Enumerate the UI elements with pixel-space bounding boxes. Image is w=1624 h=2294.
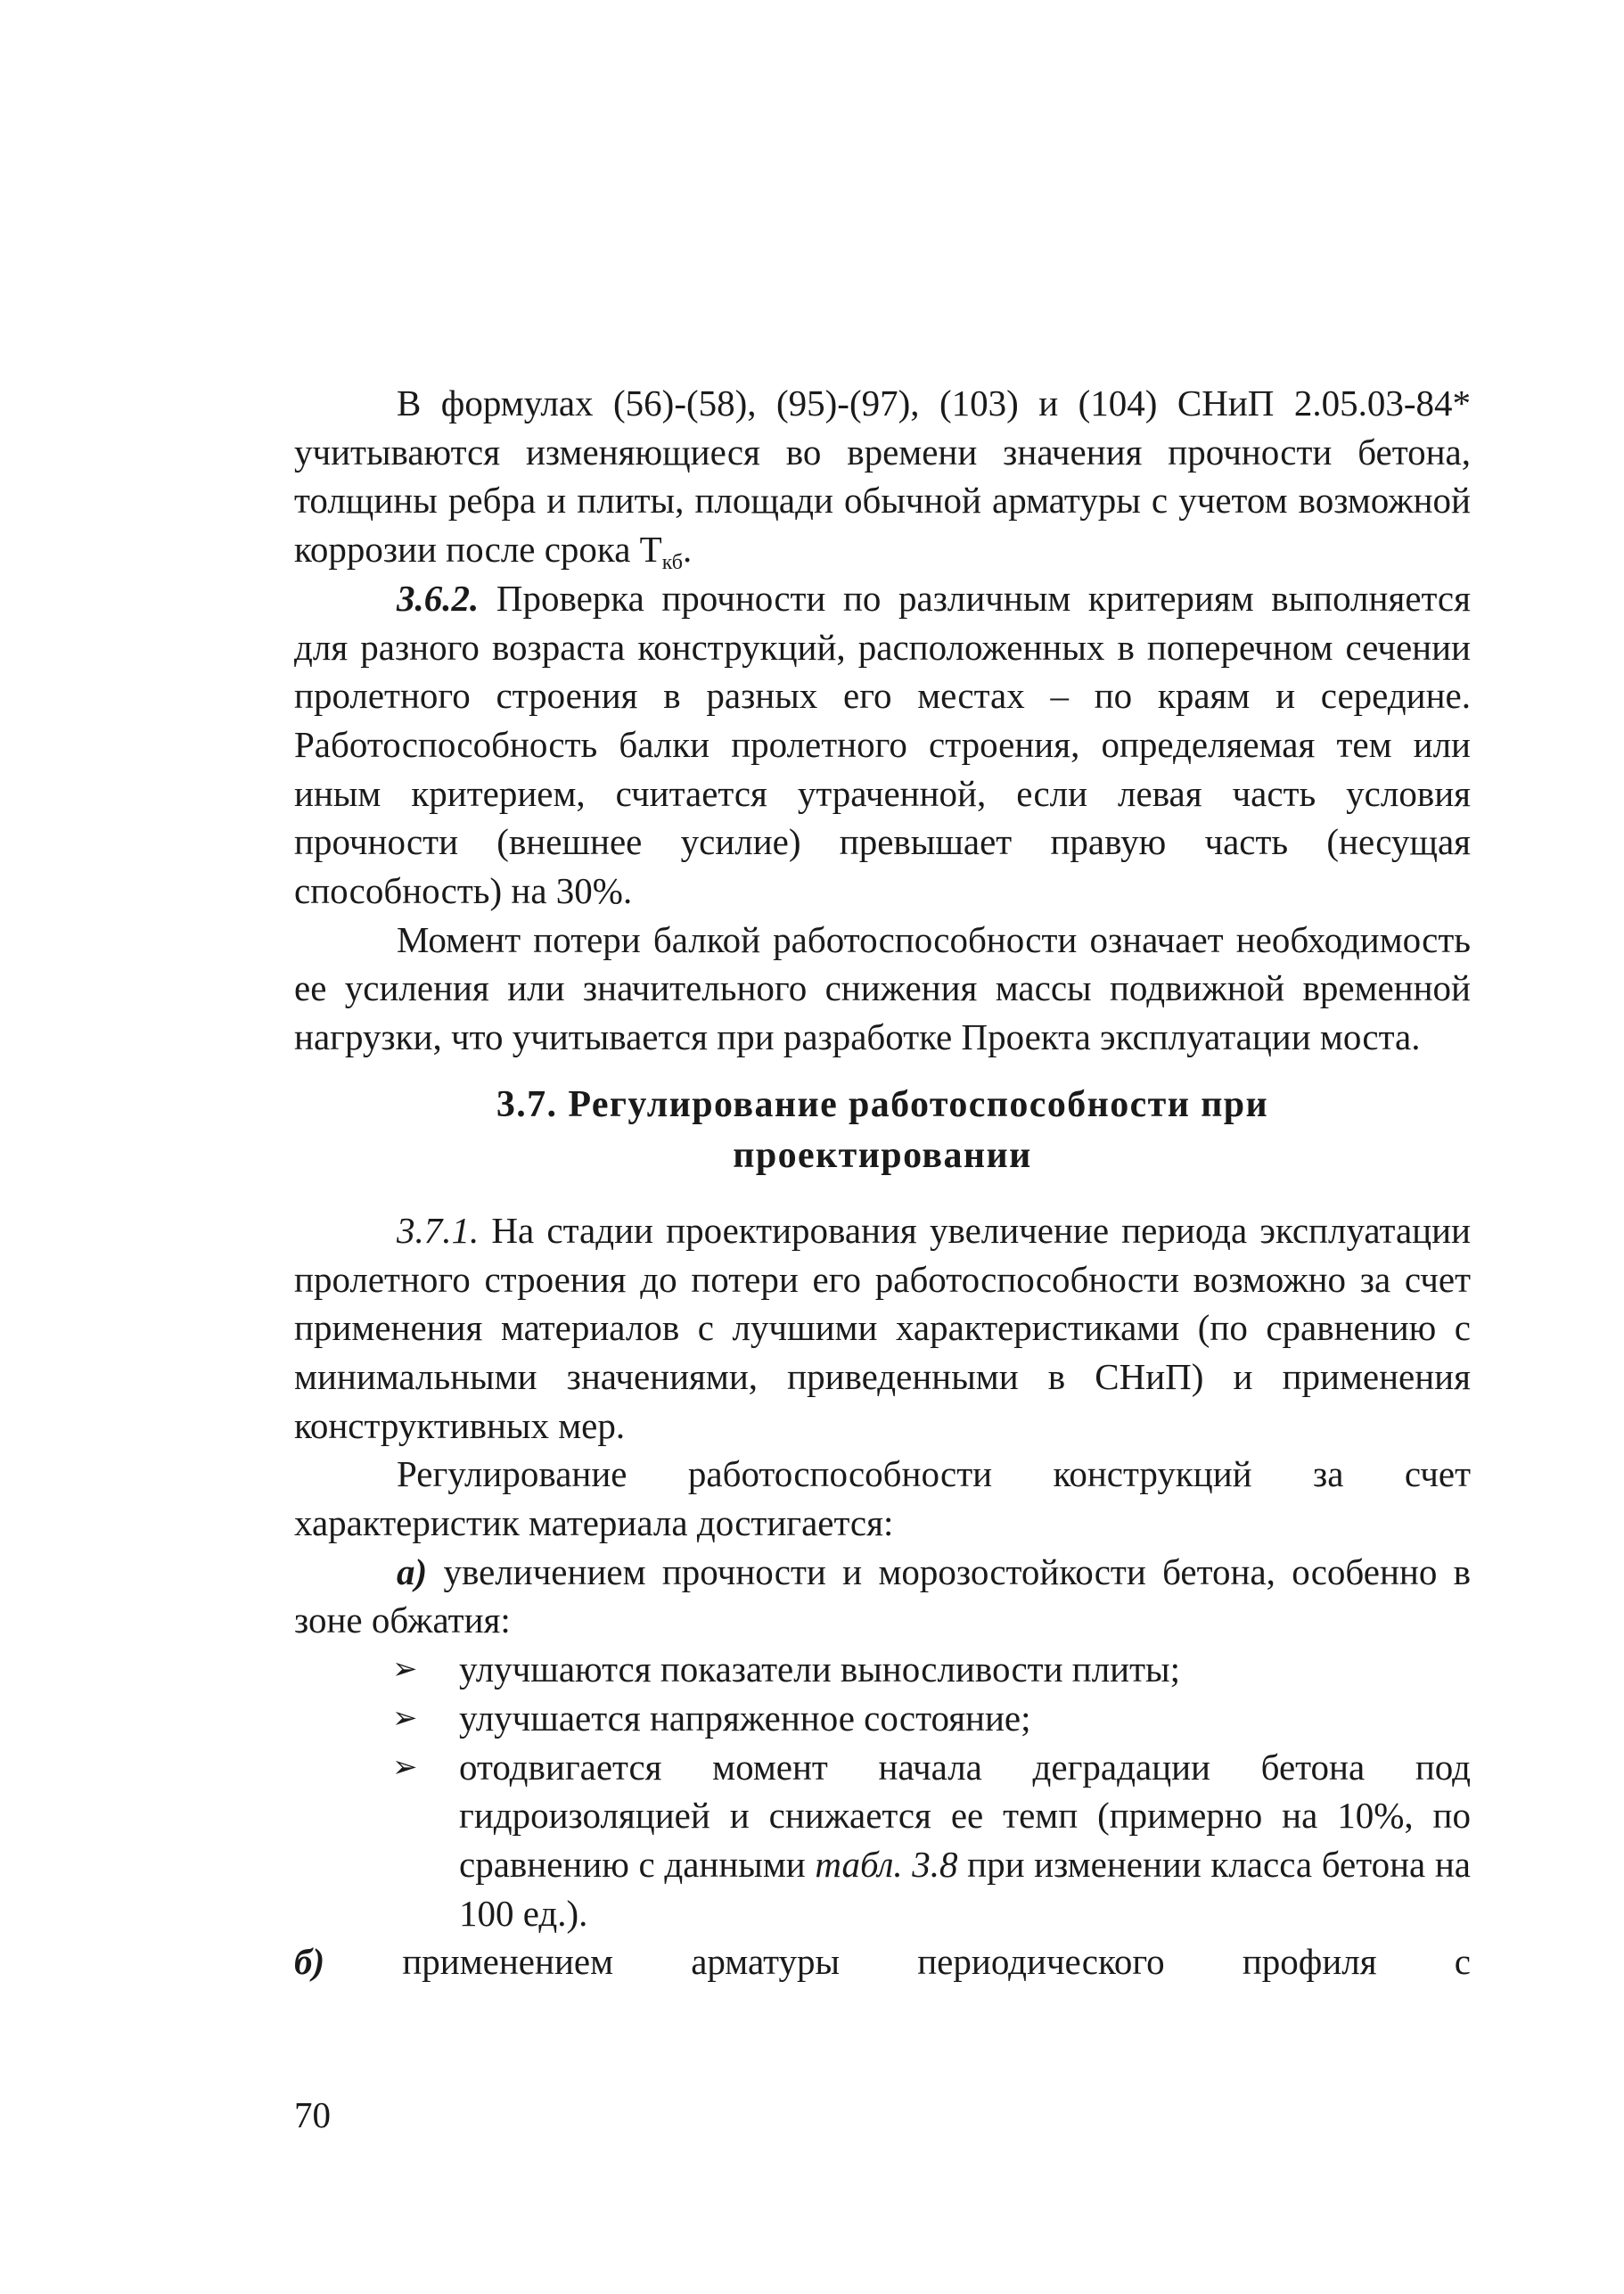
clause-number: 3.7.1. [397, 1209, 480, 1251]
paragraph-3-7-1: 3.7.1. На стадии проектирования увеличение периода эксплуатации пролетного строения до потери его работоспособности возможно за счет применения материалов с лучшими характеристиками (по сравнению с минимальными значениями, приведенными в СНиП) и применения конструктивных мер. [294, 1209, 1471, 1446]
paragraph-loss-moment: Момент потери балкой работоспособности означает необходимость ее усиления или значительного снижения массы подвижной временной нагрузки, что учитывается при разработке Проекта эксплуатации моста. [294, 918, 1471, 1058]
clause-number: 3.6.2. [397, 577, 480, 619]
arrow-bullet-icon: ➢ [392, 1748, 418, 1785]
paragraph-3-6-2: 3.6.2. Проверка прочности по различным критериям выполняется для разного возраста конструкций, расположенных в поперечном сечении пролетного строения в разных его местах – по краям и середине. Работоспособность балки пролетного строения, определяемая тем или иным критерием, считается утраченной, если левая часть условия прочности (внешнее усилие) превышает правую часть (несущая способность) на 30%. [294, 577, 1471, 912]
heading-line-2: проектировании [733, 1134, 1032, 1176]
subscript-kb: кб [661, 551, 684, 575]
paragraph-formulas: В формулах (56)-(58), (95)-(97), (103) и (104) СНиП 2.05.03-84* учитываются изменяющиеся во времени значения прочности бетона, толщины ребра и плиты, площади обычной арматуры с учетом возможной коррозии после срока $Т_{кб}$. [294, 382, 1471, 575]
section-heading-3-7 [294, 1080, 1471, 1181]
paragraph-item-b: б) применением арматуры периодического профиля с [294, 1941, 1471, 1983]
list-item: ➢ улучшаются показатели выносливости плиты; [294, 1645, 1471, 1694]
bullet-list [294, 1645, 1471, 1937]
list-item: ➢ отодвигается момент начала деградации бетона под гидроизоляцией и снижается ее темп (примерно на 10%, по сравнению с данными табл. 3.8 при изменении класса бетона на 100 ед.). [294, 1743, 1471, 1938]
table-reference: табл. 3.8 [815, 1843, 958, 1885]
arrow-bullet-icon: ➢ [392, 1699, 418, 1736]
item-marker-b: б) [294, 1941, 325, 1983]
heading-line-1: 3.7. Регулирование работоспособности при [496, 1083, 1269, 1125]
paragraph-item-a: а) увеличением прочности и морозостойкости бетона, особенно в зоне обжатия: [294, 1550, 1471, 1641]
page-body [294, 379, 1471, 1986]
page-number: 70 [294, 2094, 331, 2135]
paragraph-material-regulation: Регулирование работоспособности конструкций за счет характеристик материала достигается: [294, 1453, 1471, 1544]
item-marker-a: а) [397, 1550, 428, 1592]
arrow-bullet-icon: ➢ [392, 1651, 418, 1688]
list-item: ➢ улучшается напряженное состояние; [294, 1694, 1471, 1743]
